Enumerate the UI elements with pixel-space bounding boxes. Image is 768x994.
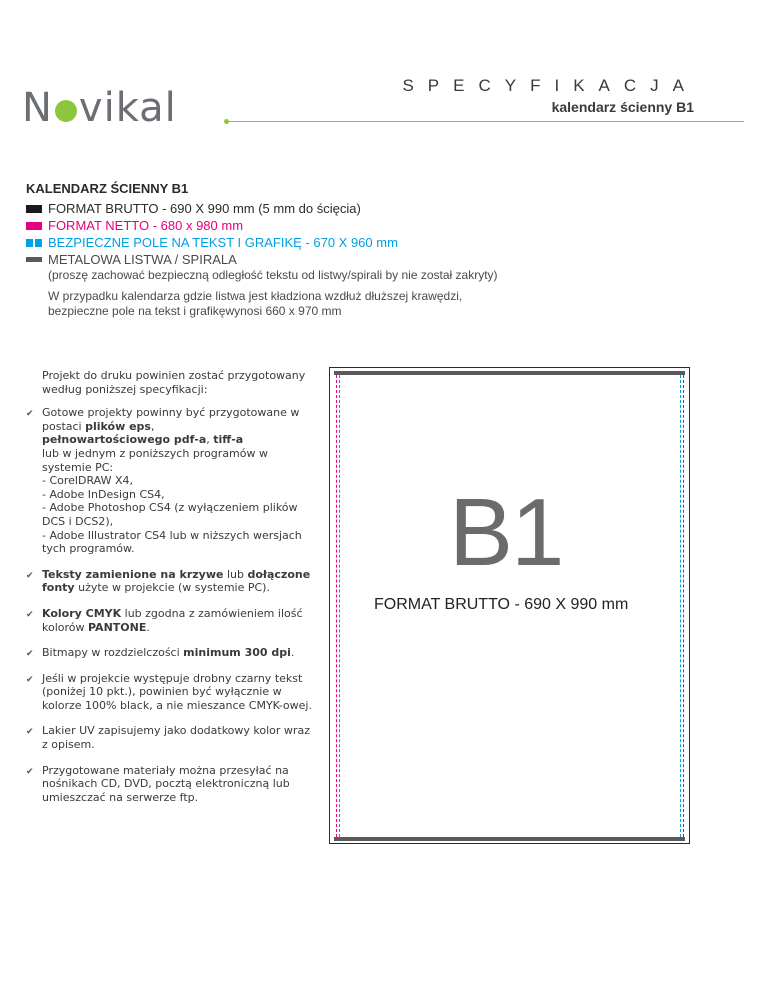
item-text: Gotowe projekty powinny być przygotowane w postaci <box>42 406 300 433</box>
spec-subtitle: kalendarz ścienny B1 <box>551 99 694 115</box>
spec-brutto-text: FORMAT BRUTTO - 690 X 990 mm (5 mm do ścięcia) <box>48 200 361 216</box>
spec-row-brutto <box>26 200 498 217</box>
item-text: Bitmapy w rozdzielczości <box>42 646 184 660</box>
novikal-logo <box>22 82 177 134</box>
list-item <box>26 646 316 660</box>
item-text: . <box>290 646 295 660</box>
spec-row-safe <box>26 234 498 251</box>
spec-row-strip <box>26 251 498 268</box>
magenta-swatch-icon <box>26 222 42 230</box>
check-icon: ✔ <box>26 609 34 620</box>
item-text: - Adobe Illustrator CS4 lub w niższych wersjach tych programów. <box>42 528 302 556</box>
logo-dot-icon <box>55 100 77 122</box>
check-icon: ✔ <box>26 727 34 738</box>
check-icon: ✔ <box>26 409 34 420</box>
check-icon: ✔ <box>26 649 34 660</box>
check-icon: ✔ <box>26 766 34 777</box>
gray-swatch-icon <box>26 257 42 262</box>
spec-netto-text: FORMAT NETTO - 680 x 980 mm <box>48 217 244 233</box>
safe-guide-right <box>680 375 681 837</box>
b1-label: B1 <box>449 479 563 586</box>
list-item <box>26 568 316 595</box>
item-bold: PANTONE <box>88 620 147 634</box>
spec-safe-text: BEZPIECZNE POLE NA TEKST I GRAFIKĘ - 670 X 960 mm <box>48 234 398 250</box>
item-bold: Teksty zamienione na krzywe <box>42 567 224 581</box>
logo-text-n: N <box>22 85 53 131</box>
divider-line <box>229 121 744 122</box>
netto-guide-right <box>683 375 684 837</box>
item-text: lub <box>223 567 248 581</box>
item-text: Lakier UV zapisujemy jako dodatkowy kolor wraz z opisem. <box>42 724 310 752</box>
item-text: użyte w projekcie (w systemie PC). <box>74 581 270 595</box>
item-text: Jeśli w projekcie występuje drobny czarny tekst (poniżej 10 pkt.), powinien być wyłącznie w kolorze 100% black, a nie mieszance CMYK-owej. <box>42 671 312 712</box>
spec-strip-note: (proszę zachować bezpieczną odległość tekstu od listwy/spirali by nie został zakryty) <box>48 268 498 282</box>
item-text: . <box>146 620 150 634</box>
spec-strip-text: METALOWA LISTWA / SPIRALA <box>48 251 237 267</box>
list-item <box>26 764 316 805</box>
netto-guide-left <box>336 375 337 837</box>
format-brutto-caption: FORMAT BRUTTO - 690 X 990 mm <box>374 596 629 613</box>
item-bold: tiff-a <box>213 433 244 447</box>
black-swatch-icon <box>26 205 42 213</box>
item-bold: Kolory CMYK <box>42 606 122 620</box>
cyan-swatch-icon <box>26 239 42 247</box>
item-text: - Adobe Photoshop CS4 (z wyłączeniem plików DCS i DCS2), <box>42 501 298 528</box>
requirements-intro: Projekt do druku powinien zostać przygotowany według poniższej specyfikacji: <box>42 369 306 396</box>
top-strip-band <box>334 371 685 375</box>
item-bold: minimum 300 dpi <box>183 646 291 660</box>
spec-wide-line-2: bezpieczne pole na tekst i grafikęwynosi 660 x 970 mm <box>48 304 342 318</box>
item-text: - Adobe InDesign CS4, <box>42 487 165 501</box>
item-text: - CorelDRAW X4, <box>42 474 133 488</box>
check-icon: ✔ <box>26 570 34 581</box>
bottom-strip-band <box>334 837 685 841</box>
spec-title: SPECYFIKACJA <box>402 76 698 95</box>
item-text: lub zgodna z zamówieniem ilość kolorów <box>42 606 303 634</box>
item-bold: dołączone fonty <box>42 567 311 595</box>
item-text: , <box>206 433 214 447</box>
list-item <box>26 607 316 634</box>
list-item <box>26 406 316 556</box>
item-text: , <box>150 419 155 433</box>
check-icon: ✔ <box>26 674 34 685</box>
list-item <box>26 724 316 751</box>
logo-text-vikal: vikal <box>78 85 177 131</box>
spec-wide-line-1: W przypadku kalendarza gdzie listwa jest kładziona wzdłuż dłuższej krawędzi, <box>48 289 463 303</box>
spec-wide-note <box>26 289 498 319</box>
safe-guide-left <box>339 375 340 837</box>
requirements-list <box>26 369 316 816</box>
item-bold: pełnowartościowego pdf-a <box>42 433 207 447</box>
item-text: Przygotowane materiały można przesyłać na nośnikach CD, DVD, pocztą elektroniczną lub umieszczać na serwerze ftp. <box>42 763 290 804</box>
spec-row-netto <box>26 217 498 234</box>
spec-heading: KALENDARZ ŚCIENNY B1 <box>26 181 189 196</box>
item-bold: plików eps <box>85 419 151 433</box>
list-item <box>26 672 316 713</box>
spec-block <box>26 181 498 319</box>
item-text: lub w jednym z poniższych programów w systemie PC: <box>42 446 268 474</box>
